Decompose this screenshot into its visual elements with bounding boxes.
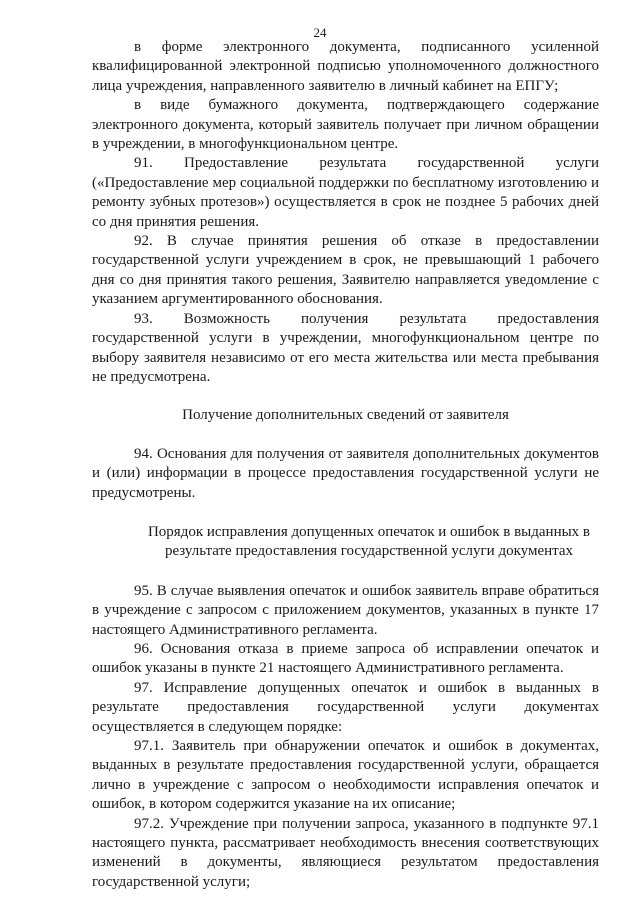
paragraph-96: 96. Основания отказа в приеме запроса об исправлении опечаток и ошибок указаны в пункте 21 настоящего Административного регламента. xyxy=(92,640,599,677)
paragraph-95: 95. В случае выявления опечаток и ошибок заявитель вправе обратиться в учреждение с запросом с приложением документов, указанных в пункте 17 настоящего Административного регламента. xyxy=(92,582,599,638)
spacer xyxy=(92,562,599,582)
section-heading-corrections: Порядок исправления допущенных опечаток и ошибок в выданных в результате предоставления государственной услуги документах xyxy=(147,523,591,560)
paragraph-97: 97. Исправление допущенных опечаток и ошибок в выданных в результате предоставления государственной услуги документах осуществляется в следующем порядке: xyxy=(92,679,599,735)
paragraph-97-1: 97.1. Заявитель при обнаружении опечаток и ошибок в документах, выданных в результате предоставления государственной услуги, обращается лично в учреждение с запросом о необходимости исправления опечаток и ошибок, в котором содержится указание на их описание; xyxy=(92,738,599,813)
paragraph-electronic-form: в форме электронного документа, подписанного усиленной квалифицированной электронной подписью уполномоченного должностного лица учреждения, направленного заявителю в личный кабинет на ЕПГУ; xyxy=(92,39,599,94)
section-heading-additional-info: Получение дополнительных сведений от заявителя xyxy=(182,407,509,424)
paragraph-97-2: 97.2. Учреждение при получении запроса, указанного в подпункте 97.1 настоящего пункта, рассматривает необходимость внесения соответствующих изменений в документы, являющиеся результатом предоставления государственной услуги; xyxy=(92,815,599,890)
paragraph-paper-form: в виде бумажного документа, подтверждающего содержание электронного документа, который заявитель получает при личном обращении в учреждении, в многофункциональном центре. xyxy=(92,97,599,153)
paragraph-94: 94. Основания для получения от заявителя дополнительных документов и (или) информации в процессе предоставления государственной услуги не предусмотрены. xyxy=(92,445,599,501)
paragraph-91: 91. Предоставление результата государственной услуги («Предоставление мер социальной поддержки по бесплатному изготовлению и ремонту зубных протезов») осуществляется в срок не позднее 5 рабочих дней со дня принятия решения. xyxy=(92,155,599,230)
spacer xyxy=(92,387,599,406)
paragraph-92: 92. В случае принятия решения об отказе в предоставлении государственной услуги учреждением в срок, не превышающий 1 рабочего дня со дня принятия такого решения, Заявителю направляется уведомление с указанием аргументированного обоснования. xyxy=(92,233,599,308)
document-body xyxy=(92,38,599,892)
paragraph-93: 93. Возможность получения результата предоставления государственной услуги в учреждении, многофункциональном центре по выбору заявителя независимо от его места жительства или места пребывания не предусмотрена. xyxy=(92,310,599,385)
page-number: 24 xyxy=(313,25,327,40)
spacer xyxy=(92,503,599,523)
spacer xyxy=(92,426,599,445)
